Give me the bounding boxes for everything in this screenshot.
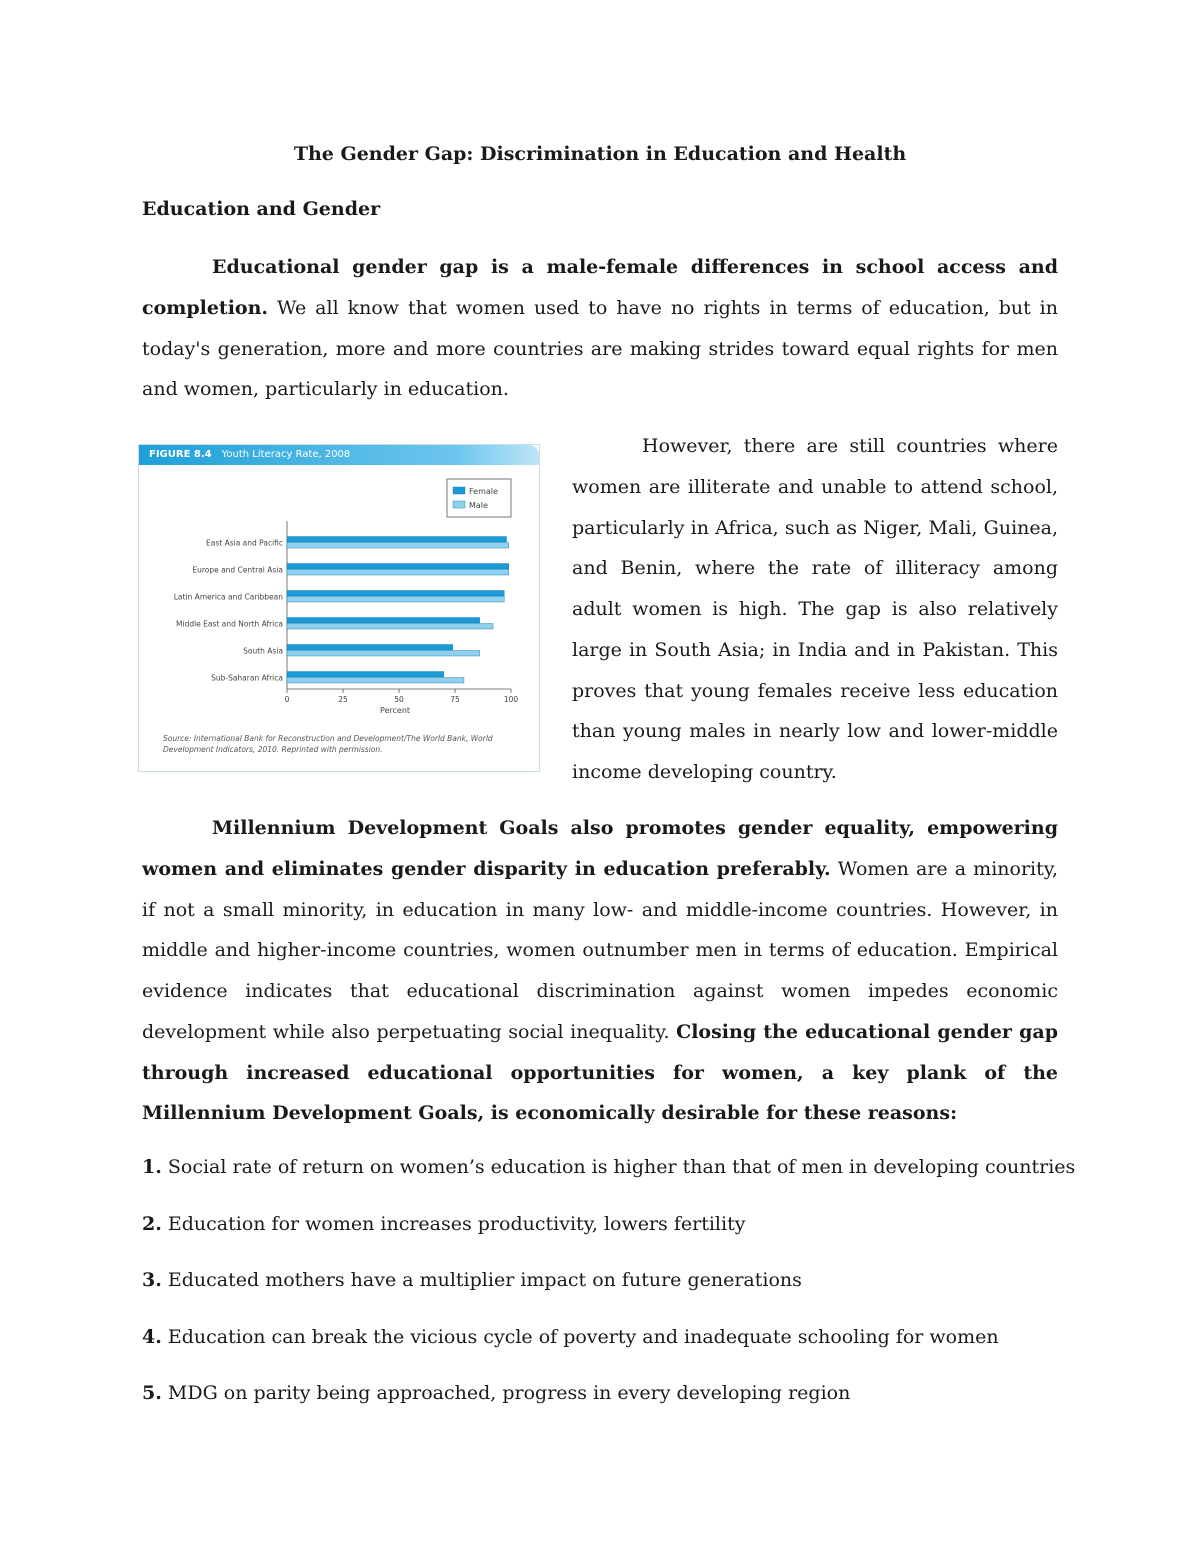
legend-box (447, 479, 511, 517)
list-item (142, 1317, 1102, 1374)
x-tick-label: 25 (338, 695, 348, 704)
bar-female (287, 672, 444, 678)
bar-female (287, 591, 504, 597)
legend-swatch-female (453, 487, 465, 494)
section-heading: Education and Gender (142, 198, 381, 220)
category-label: Europe and Central Asia (192, 565, 283, 575)
figure-youth-literacy (138, 444, 540, 772)
paragraph-mdg-bold-2: Closing the educational gender gap through increased educational opportunities for women, a key plank of the Millennium Development Goals, is economically desirable for these reasons: (142, 1020, 1058, 1125)
paragraph-intro-bold: Educational gender gap is a male-female differences in school access and completion. (142, 256, 1058, 319)
paragraph-mdg-bold-1: Millennium Development Goals also promotes gender equality, empowering women and eliminates gender disparity in education preferably. (142, 817, 1058, 880)
document-title: The Gender Gap: Discrimination in Education and Health (293, 143, 907, 165)
list-item-number: 4. (142, 1325, 162, 1348)
category-label: Middle East and North Africa (176, 619, 283, 629)
legend-label-female: Female (469, 487, 498, 496)
x-tick-label: 50 (394, 695, 404, 704)
category-label: Sub-Saharan Africa (211, 673, 283, 683)
legend-swatch-male (453, 501, 465, 508)
figure-header (139, 445, 539, 465)
list-item-number: 5. (142, 1382, 162, 1404)
paragraph-mdg-text: Women are a minority, if not a small minority, in education in many low- and middle-income countries. However, in middle and higher-income countries, women outnumber men in terms of education. Empirical evidence indicates that educational discrimination against women impedes economic development while also perpetuating social inequality. (142, 857, 1058, 1043)
category-label: South Asia (243, 646, 283, 656)
bar-male (287, 570, 509, 576)
reasons-list (142, 1147, 1102, 1430)
list-item-text: Education can break the vicious cycle of poverty and inadequate schooling for women (161, 1325, 999, 1348)
bar-female (287, 618, 480, 624)
category-label: Latin America and Caribbean (173, 592, 283, 602)
x-tick-label: 0 (284, 695, 290, 704)
bar-female (287, 537, 507, 543)
legend-label-male: Male (469, 501, 488, 510)
category-label: East Asia and Pacific (206, 538, 283, 548)
figure-caption: Youth Literacy Rate, 2008 (221, 449, 351, 460)
bar-female (287, 564, 509, 570)
list-item-text: Social rate of return on women’s education is higher than that of men in developing countries (161, 1156, 1076, 1178)
list-item-number: 2. (142, 1212, 162, 1235)
paragraph-intro (142, 247, 1058, 410)
list-item (142, 1204, 1102, 1261)
x-tick-label: 75 (450, 695, 460, 704)
list-item-text: Educated mothers have a multiplier impact on future generations (161, 1269, 802, 1291)
figure-number: FIGURE 8.4 (149, 449, 212, 460)
list-item (142, 1260, 1102, 1317)
bar-male (287, 597, 504, 603)
list-item (142, 1373, 1102, 1430)
bar-female (287, 645, 453, 651)
paragraph-intro-text: We all know that women used to have no rights in terms of education, but in today's generation, more and more countries are making strides toward equal rights for men and women, particularly in education. (142, 296, 1058, 401)
figure-source: Source: International Bank for Reconstruction and Development/The World Bank, World Development Indicators, 2010. Reprinted with permission. (163, 734, 493, 754)
paragraph-literacy-gap: However, there are still countries where women are illiterate and unable to attend school, particularly in Africa, such as Niger, Mali, Guinea, and Benin, where the rate of illiteracy among adult women is high. The gap is also relatively large in South Asia; in India and in Pakistan. This proves that young females receive less education than young males in nearly low and lower-middle income developing country. (572, 435, 1058, 783)
bar-male (287, 624, 493, 630)
list-item-text: MDG on parity being approached, progress in every developing region (161, 1382, 851, 1404)
list-item-number: 3. (142, 1269, 162, 1291)
bar-male (287, 543, 509, 549)
list-item (142, 1147, 1102, 1204)
x-tick-label: 100 (503, 695, 519, 704)
list-item-text: Education for women increases productivity, lowers fertility (161, 1212, 746, 1235)
paragraph-mdg (142, 808, 1058, 1134)
list-item-number: 1. (142, 1156, 162, 1178)
bar-male (287, 651, 480, 657)
bar-male (287, 678, 464, 684)
x-axis-label: Percent (379, 706, 411, 715)
literacy-bar-chart (139, 465, 539, 733)
